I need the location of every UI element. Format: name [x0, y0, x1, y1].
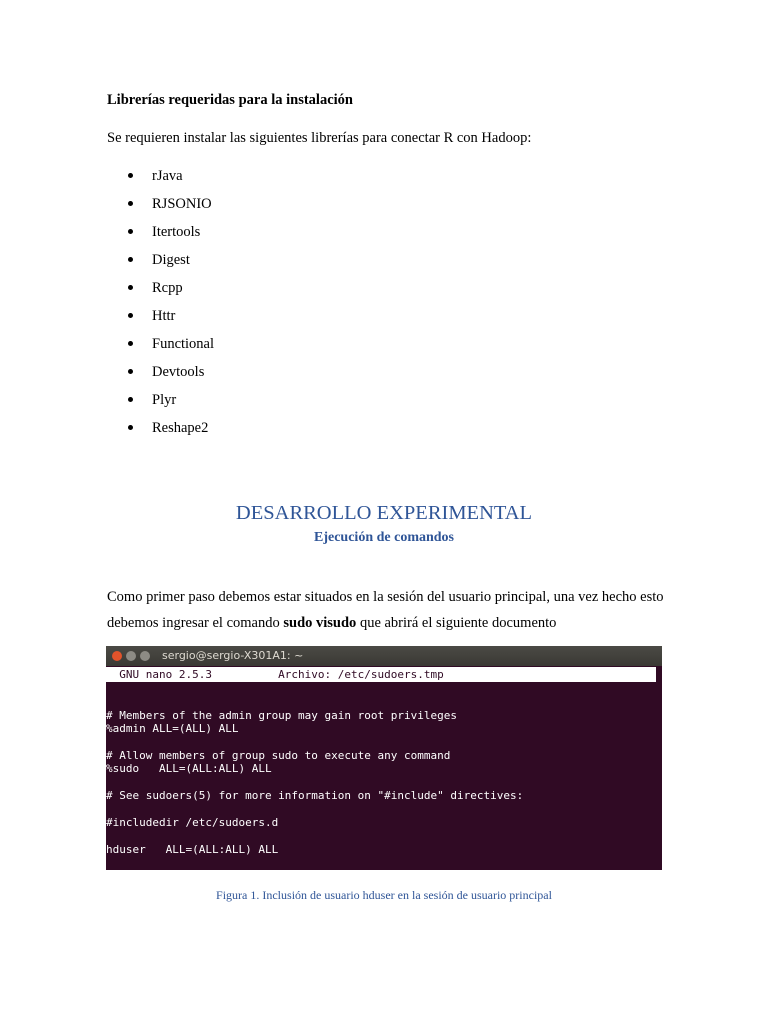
bullet-icon — [128, 341, 133, 346]
list-item: Devtools — [107, 362, 214, 390]
terminal-title: sergio@sergio-X301A1: ~ — [162, 649, 304, 662]
list-item: Httr — [107, 306, 214, 334]
terminal-titlebar — [106, 646, 662, 666]
list-item: rJava — [107, 166, 214, 194]
list-item: Itertools — [107, 222, 214, 250]
code-line: %admin ALL=(ALL) ALL — [106, 722, 239, 735]
close-icon — [112, 651, 122, 661]
body-paragraph: Como primer paso debemos estar situados en la sesión del usuario principal, una vez hecho esto debemos ingresar el comando sudo visudo que abrirá el siguiente documento — [107, 589, 664, 631]
terminal-screenshot — [106, 646, 662, 870]
bullet-icon — [128, 369, 133, 374]
bullet-icon — [128, 173, 133, 178]
maximize-icon — [140, 651, 150, 661]
list-item: RJSONIO — [107, 194, 214, 222]
section-subtitle: Ejecución de comandos — [314, 530, 454, 545]
bullet-icon — [128, 257, 133, 262]
code-line: #includedir /etc/sudoers.d — [106, 816, 279, 829]
code-line: %sudo ALL=(ALL:ALL) ALL — [106, 762, 272, 775]
bullet-icon — [128, 313, 133, 318]
nano-header: GNU nano 2.5.3 Archivo: /etc/sudoers.tmp — [106, 667, 656, 682]
code-line: # Allow members of group sudo to execute any command — [106, 749, 451, 762]
bullet-icon — [128, 285, 133, 290]
section-title: DESARROLLO EXPERIMENTAL — [235, 502, 533, 524]
command-text: sudo visudo — [283, 615, 357, 631]
list-item: Plyr — [107, 390, 214, 418]
intro-text: Se requieren instalar las siguientes librerías para conectar R con Hadoop: — [107, 130, 532, 146]
list-item: Rcpp — [107, 278, 214, 306]
minimize-icon — [126, 651, 136, 661]
code-line: # Members of the admin group may gain root privileges — [106, 709, 457, 722]
list-item: Functional — [107, 334, 214, 362]
bullet-icon — [128, 201, 133, 206]
bullet-icon — [128, 229, 133, 234]
section-heading: Librerías requeridas para la instalación — [107, 92, 353, 108]
library-list — [107, 166, 214, 446]
bullet-icon — [128, 425, 133, 430]
code-line: hduser ALL=(ALL:ALL) ALL — [106, 843, 279, 856]
figure-caption: Figura 1. Inclusión de usuario hduser en la sesión de usuario principal — [216, 888, 552, 902]
list-item: Digest — [107, 250, 214, 278]
code-line: # See sudoers(5) for more information on "#include" directives: — [106, 789, 524, 802]
bullet-icon — [128, 397, 133, 402]
list-item: Reshape2 — [107, 418, 214, 446]
